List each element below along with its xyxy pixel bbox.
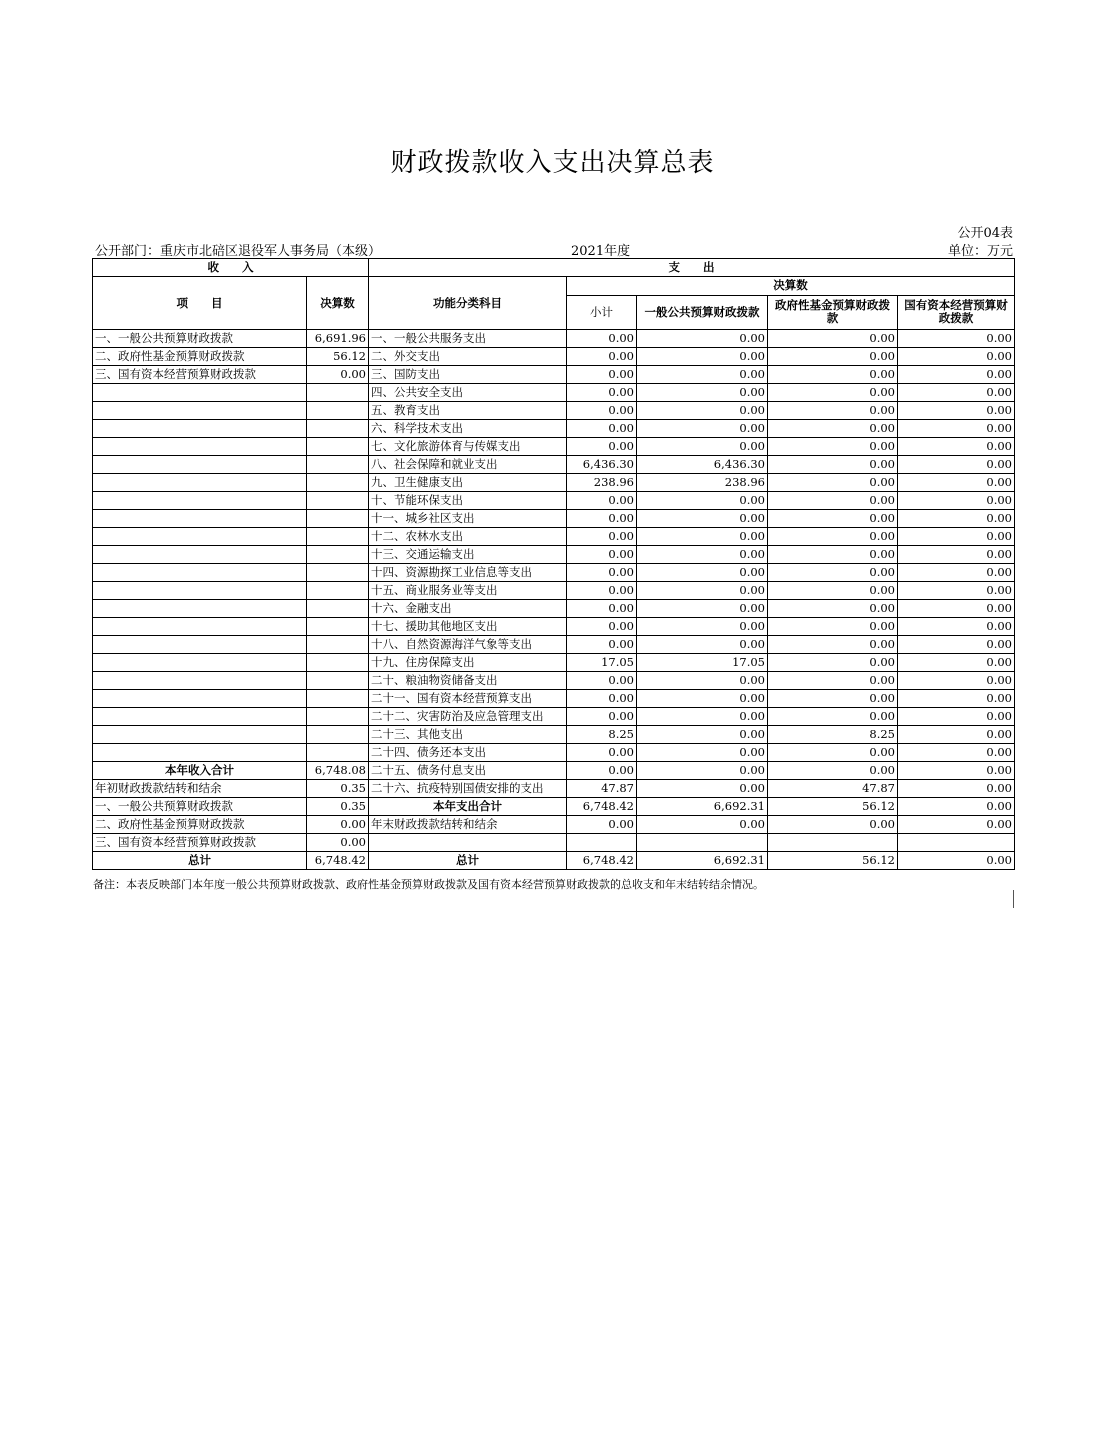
fund-budget-cell: 0.00: [768, 816, 898, 834]
income-amount-cell: 56.12: [307, 348, 369, 366]
subject-cell: 十、节能环保支出: [369, 492, 567, 510]
general-budget-cell: 6,436.30: [637, 456, 768, 474]
income-amount-cell: [307, 582, 369, 600]
final-amount-header: 决算数: [567, 277, 1015, 296]
table-row: [93, 708, 1015, 726]
income-amount-cell: [307, 708, 369, 726]
subtotal-cell: 0.00: [567, 438, 637, 456]
fund-budget-cell: 0.00: [768, 762, 898, 780]
subject-cell: 二十六、抗疫特别国债安排的支出: [369, 780, 567, 798]
general-budget-cell: 0.00: [637, 348, 768, 366]
income-amount-cell: 6,748.08: [307, 762, 369, 780]
general-budget-cell: 0.00: [637, 726, 768, 744]
fund-budget-cell: 0.00: [768, 582, 898, 600]
general-budget-cell: 0.00: [637, 600, 768, 618]
income-item-cell: [93, 744, 307, 762]
income-item-cell: 二、政府性基金预算财政拨款: [93, 348, 307, 366]
fund-budget-cell: 0.00: [768, 690, 898, 708]
table-row: [93, 780, 1015, 798]
subtotal-cell: 0.00: [567, 708, 637, 726]
subject-cell: 十六、金融支出: [369, 600, 567, 618]
income-item-cell: [93, 564, 307, 582]
fund-budget-cell: 0.00: [768, 438, 898, 456]
state-capital-cell: 0.00: [898, 510, 1015, 528]
table-row: [93, 456, 1015, 474]
state-capital-cell: 0.00: [898, 726, 1015, 744]
fund-budget-cell: [768, 834, 898, 852]
state-capital-cell: 0.00: [898, 420, 1015, 438]
income-item-cell: 总计: [93, 852, 307, 870]
subject-cell: 十八、自然资源海洋气象等支出: [369, 636, 567, 654]
fund-budget-cell: 0.00: [768, 366, 898, 384]
table-row: [93, 546, 1015, 564]
fund-budget-cell: 0.00: [768, 672, 898, 690]
subject-cell: 十二、农林水支出: [369, 528, 567, 546]
fund-budget-cell: 0.00: [768, 654, 898, 672]
subject-cell: 二十五、债务付息支出: [369, 762, 567, 780]
state-capital-cell: 0.00: [898, 690, 1015, 708]
subtotal-cell: 0.00: [567, 672, 637, 690]
income-amount-cell: 6,691.96: [307, 330, 369, 348]
general-budget-cell: 0.00: [637, 438, 768, 456]
table-row: [93, 492, 1015, 510]
subject-cell: 十三、交通运输支出: [369, 546, 567, 564]
income-amount-cell: [307, 654, 369, 672]
subtotal-cell: 0.00: [567, 330, 637, 348]
income-item-cell: 年初财政拨款结转和结余: [93, 780, 307, 798]
income-amount-cell: [307, 546, 369, 564]
subtotal-cell: 6,436.30: [567, 456, 637, 474]
footnote: 备注：本表反映部门本年度一般公共预算财政拨款、政府性基金预算财政拨款及国有资本经营预算财政拨款的总收支和年末结转结余情况。: [93, 878, 764, 891]
table-row: [93, 744, 1015, 762]
income-amount-cell: [307, 744, 369, 762]
income-amount-cell: [307, 456, 369, 474]
income-amount-cell: 0.00: [307, 366, 369, 384]
state-capital-cell: 0.00: [898, 582, 1015, 600]
state-capital-cell: 0.00: [898, 618, 1015, 636]
state-capital-cell: 0.00: [898, 330, 1015, 348]
table-row: [93, 618, 1015, 636]
subtotal-cell: 0.00: [567, 582, 637, 600]
fund-budget-cell: 0.00: [768, 420, 898, 438]
general-budget-cell: 0.00: [637, 384, 768, 402]
income-item-cell: [93, 456, 307, 474]
state-capital-cell: 0.00: [898, 600, 1015, 618]
state-capital-cell: 0.00: [898, 762, 1015, 780]
income-amount-cell: [307, 510, 369, 528]
fund-budget-cell: 0.00: [768, 510, 898, 528]
state-capital-cell: 0.00: [898, 852, 1015, 870]
state-capital-cell: 0.00: [898, 798, 1015, 816]
state-capital-cell: 0.00: [898, 546, 1015, 564]
general-budget-cell: 0.00: [637, 672, 768, 690]
income-item-cell: [93, 420, 307, 438]
fund-budget-cell: 0.00: [768, 492, 898, 510]
expenditure-header: 支 出: [369, 259, 1015, 277]
income-amount-cell: [307, 402, 369, 420]
fund-budget-cell: 0.00: [768, 636, 898, 654]
income-item-cell: 本年收入合计: [93, 762, 307, 780]
table-row: [93, 834, 1015, 852]
subject-cell: 七、文化旅游体育与传媒支出: [369, 438, 567, 456]
subtotal-cell: 0.00: [567, 384, 637, 402]
table-row: [93, 330, 1015, 348]
unit-label: 单位：万元: [947, 244, 1013, 259]
table-row: [93, 366, 1015, 384]
fund-budget-cell: 0.00: [768, 384, 898, 402]
fund-budget-header: 政府性基金预算财政拨款: [768, 295, 898, 329]
subtotal-cell: 0.00: [567, 690, 637, 708]
subtotal-cell: 6,748.42: [567, 798, 637, 816]
fund-budget-cell: 47.87: [768, 780, 898, 798]
subject-cell: 四、公共安全支出: [369, 384, 567, 402]
income-item-cell: [93, 546, 307, 564]
subject-cell: 二十三、其他支出: [369, 726, 567, 744]
state-capital-cell: 0.00: [898, 564, 1015, 582]
subject-cell: 八、社会保障和就业支出: [369, 456, 567, 474]
general-budget-cell: 6,692.31: [637, 798, 768, 816]
general-budget-cell: 0.00: [637, 762, 768, 780]
state-capital-cell: 0.00: [898, 672, 1015, 690]
general-budget-cell: [637, 834, 768, 852]
general-budget-cell: 238.96: [637, 474, 768, 492]
fund-budget-cell: 0.00: [768, 330, 898, 348]
subject-cell: 六、科学技术支出: [369, 420, 567, 438]
income-item-cell: [93, 384, 307, 402]
income-item-cell: [93, 510, 307, 528]
subtotal-header: 小计: [567, 295, 637, 329]
subtotal-cell: 0.00: [567, 564, 637, 582]
edge-mark: [1013, 890, 1014, 908]
subject-cell: 三、国防支出: [369, 366, 567, 384]
fund-budget-cell: 0.00: [768, 348, 898, 366]
table-row: [93, 528, 1015, 546]
table-row: [93, 384, 1015, 402]
general-budget-cell: 0.00: [637, 708, 768, 726]
fund-budget-cell: 0.00: [768, 564, 898, 582]
fund-budget-cell: 0.00: [768, 528, 898, 546]
income-amount-cell: [307, 474, 369, 492]
general-budget-cell: 0.00: [637, 546, 768, 564]
state-capital-cell: 0.00: [898, 438, 1015, 456]
table-row: [93, 654, 1015, 672]
subject-cell: 二十四、债务还本支出: [369, 744, 567, 762]
income-item-cell: [93, 582, 307, 600]
income-amount-cell: [307, 636, 369, 654]
subject-cell: 二十、粮油物资储备支出: [369, 672, 567, 690]
subject-cell: 十五、商业服务业等支出: [369, 582, 567, 600]
state-capital-cell: 0.00: [898, 816, 1015, 834]
income-amount-cell: 0.00: [307, 816, 369, 834]
table-row: [93, 582, 1015, 600]
income-item-cell: [93, 708, 307, 726]
subject-cell: 总计: [369, 852, 567, 870]
department-label: 公开部门：重庆市北碚区退役军人事务局（本级）: [95, 244, 382, 259]
subject-cell: 一、一般公共服务支出: [369, 330, 567, 348]
subtotal-cell: 0.00: [567, 402, 637, 420]
income-item-cell: 三、国有资本经营预算财政拨款: [93, 834, 307, 852]
income-amount-cell: [307, 528, 369, 546]
year-label: 2021年度: [571, 244, 631, 259]
general-budget-cell: 0.00: [637, 402, 768, 420]
general-budget-cell: 0.00: [637, 528, 768, 546]
subtotal-cell: 238.96: [567, 474, 637, 492]
subtotal-cell: 17.05: [567, 654, 637, 672]
state-capital-cell: 0.00: [898, 654, 1015, 672]
general-budget-cell: 0.00: [637, 330, 768, 348]
subject-cell: 二十二、灾害防治及应急管理支出: [369, 708, 567, 726]
subtotal-cell: 0.00: [567, 636, 637, 654]
subtotal-cell: 0.00: [567, 744, 637, 762]
table-row: [93, 402, 1015, 420]
subtotal-cell: 0.00: [567, 510, 637, 528]
general-budget-cell: 0.00: [637, 564, 768, 582]
subtotal-cell: 47.87: [567, 780, 637, 798]
income-item-cell: [93, 690, 307, 708]
table-row: [93, 510, 1015, 528]
income-amount-cell: [307, 600, 369, 618]
subtotal-cell: 0.00: [567, 420, 637, 438]
income-item-cell: [93, 726, 307, 744]
subject-cell: 九、卫生健康支出: [369, 474, 567, 492]
subject-cell: 十四、资源勘探工业信息等支出: [369, 564, 567, 582]
subject-cell: 年末财政拨款结转和结余: [369, 816, 567, 834]
table-row: [93, 600, 1015, 618]
subject-cell: 本年支出合计: [369, 798, 567, 816]
general-budget-cell: 17.05: [637, 654, 768, 672]
budget-table: [92, 258, 1015, 870]
income-amount-cell: 0.35: [307, 780, 369, 798]
fund-budget-cell: 0.00: [768, 708, 898, 726]
state-capital-cell: 0.00: [898, 474, 1015, 492]
table-row: [93, 762, 1015, 780]
form-number: 公开04表: [957, 226, 1013, 241]
income-amount-cell: 0.35: [307, 798, 369, 816]
fund-budget-cell: 56.12: [768, 852, 898, 870]
subject-cell: [369, 834, 567, 852]
subtotal-cell: [567, 834, 637, 852]
income-item-cell: [93, 492, 307, 510]
table-body: [93, 330, 1015, 870]
fund-budget-cell: 0.00: [768, 474, 898, 492]
state-capital-cell: 0.00: [898, 528, 1015, 546]
income-amount-cell: 0.00: [307, 834, 369, 852]
subtotal-cell: 0.00: [567, 546, 637, 564]
general-budget-cell: 6,692.31: [637, 852, 768, 870]
subtotal-cell: 6,748.42: [567, 852, 637, 870]
fund-budget-cell: 0.00: [768, 546, 898, 564]
general-budget-cell: 0.00: [637, 816, 768, 834]
subject-cell: 二、外交支出: [369, 348, 567, 366]
subtotal-cell: 0.00: [567, 762, 637, 780]
fund-budget-cell: 56.12: [768, 798, 898, 816]
general-budget-cell: 0.00: [637, 366, 768, 384]
fund-budget-cell: 0.00: [768, 402, 898, 420]
state-capital-header: 国有资本经营预算财政拨款: [898, 295, 1015, 329]
subject-cell: 十一、城乡社区支出: [369, 510, 567, 528]
amount-header: 决算数: [307, 277, 369, 330]
subject-cell: 十七、援助其他地区支出: [369, 618, 567, 636]
table-row: [93, 816, 1015, 834]
table-row: [93, 726, 1015, 744]
general-budget-cell: 0.00: [637, 582, 768, 600]
general-budget-cell: 0.00: [637, 780, 768, 798]
state-capital-cell: 0.00: [898, 780, 1015, 798]
state-capital-cell: 0.00: [898, 402, 1015, 420]
subtotal-cell: 0.00: [567, 348, 637, 366]
state-capital-cell: 0.00: [898, 348, 1015, 366]
income-amount-cell: [307, 492, 369, 510]
subtotal-cell: 8.25: [567, 726, 637, 744]
income-item-cell: 三、国有资本经营预算财政拨款: [93, 366, 307, 384]
income-item-cell: [93, 672, 307, 690]
income-item-cell: [93, 618, 307, 636]
table-row: [93, 636, 1015, 654]
item-header: 项 目: [93, 277, 307, 330]
income-amount-cell: [307, 672, 369, 690]
general-budget-cell: 0.00: [637, 618, 768, 636]
state-capital-cell: 0.00: [898, 456, 1015, 474]
state-capital-cell: 0.00: [898, 708, 1015, 726]
income-item-cell: [93, 636, 307, 654]
subtotal-cell: 0.00: [567, 492, 637, 510]
income-item-cell: 二、政府性基金预算财政拨款: [93, 816, 307, 834]
state-capital-cell: 0.00: [898, 366, 1015, 384]
income-amount-cell: [307, 690, 369, 708]
func-subject-header: 功能分类科目: [369, 277, 567, 330]
state-capital-cell: 0.00: [898, 492, 1015, 510]
income-item-cell: 一、一般公共预算财政拨款: [93, 330, 307, 348]
state-capital-cell: [898, 834, 1015, 852]
income-item-cell: [93, 654, 307, 672]
general-budget-cell: 0.00: [637, 492, 768, 510]
table-row: [93, 564, 1015, 582]
income-amount-cell: [307, 420, 369, 438]
table-row: [93, 348, 1015, 366]
table-row: [93, 852, 1015, 870]
fund-budget-cell: 0.00: [768, 618, 898, 636]
general-budget-cell: 0.00: [637, 510, 768, 528]
subtotal-cell: 0.00: [567, 816, 637, 834]
income-item-cell: [93, 474, 307, 492]
table-row: [93, 438, 1015, 456]
general-budget-cell: 0.00: [637, 636, 768, 654]
table-row: [93, 690, 1015, 708]
table-row: [93, 474, 1015, 492]
subtotal-cell: 0.00: [567, 600, 637, 618]
income-header: 收 入: [93, 259, 369, 277]
fund-budget-cell: 8.25: [768, 726, 898, 744]
income-item-cell: [93, 438, 307, 456]
income-amount-cell: [307, 564, 369, 582]
subject-cell: 二十一、国有资本经营预算支出: [369, 690, 567, 708]
general-budget-header: 一般公共预算财政拨款: [637, 295, 768, 329]
state-capital-cell: 0.00: [898, 744, 1015, 762]
state-capital-cell: 0.00: [898, 636, 1015, 654]
subtotal-cell: 0.00: [567, 528, 637, 546]
page-title: 财政拨款收入支出决算总表: [390, 148, 715, 178]
income-item-cell: [93, 528, 307, 546]
report-meta: [93, 240, 1013, 258]
subject-cell: 五、教育支出: [369, 402, 567, 420]
table-row: [93, 420, 1015, 438]
income-amount-cell: [307, 384, 369, 402]
general-budget-cell: 0.00: [637, 690, 768, 708]
general-budget-cell: 0.00: [637, 420, 768, 438]
general-budget-cell: 0.00: [637, 744, 768, 762]
subtotal-cell: 0.00: [567, 618, 637, 636]
income-item-cell: [93, 402, 307, 420]
income-amount-cell: 6,748.42: [307, 852, 369, 870]
fund-budget-cell: 0.00: [768, 600, 898, 618]
subject-cell: 十九、住房保障支出: [369, 654, 567, 672]
fund-budget-cell: 0.00: [768, 456, 898, 474]
table-row: [93, 672, 1015, 690]
income-item-cell: [93, 600, 307, 618]
income-amount-cell: [307, 438, 369, 456]
subtotal-cell: 0.00: [567, 366, 637, 384]
income-amount-cell: [307, 726, 369, 744]
table-row: [93, 798, 1015, 816]
state-capital-cell: 0.00: [898, 384, 1015, 402]
income-amount-cell: [307, 618, 369, 636]
income-item-cell: 一、一般公共预算财政拨款: [93, 798, 307, 816]
fund-budget-cell: 0.00: [768, 744, 898, 762]
